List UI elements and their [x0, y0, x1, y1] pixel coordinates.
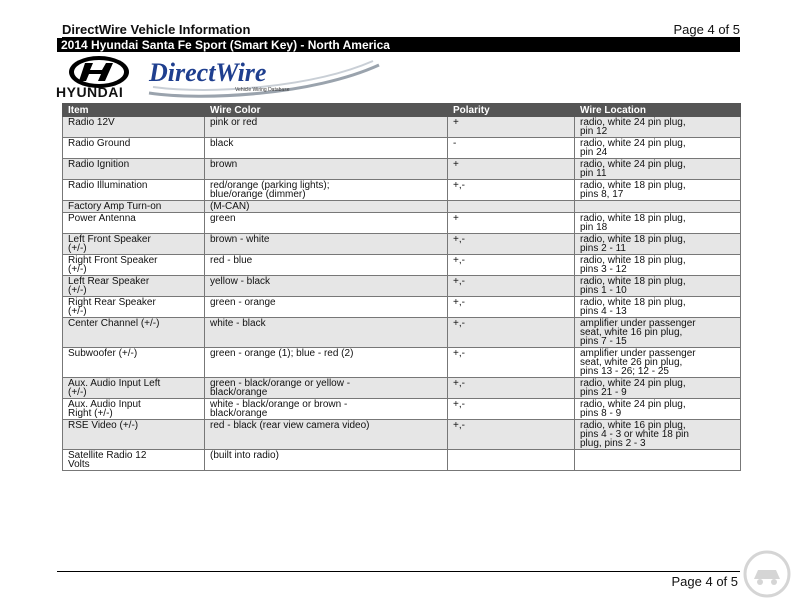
table-row [63, 420, 741, 450]
table-row [63, 318, 741, 348]
item-cell: Radio Ground [63, 138, 205, 159]
table-row [63, 213, 741, 234]
item-cell: Aux. Audio Input Left (+/-) [63, 378, 205, 399]
table-row [63, 180, 741, 201]
dw-logo-subtitle: Vehicle Wiring Database [235, 87, 290, 93]
item-cell: Left Rear Speaker (+/-) [63, 276, 205, 297]
item-cell: Center Channel (+/-) [63, 318, 205, 348]
wire-color-cell: brown - white [205, 234, 448, 255]
item-cell: Power Antenna [63, 213, 205, 234]
wire-location-cell: radio, white 24 pin plug, pin 11 [575, 159, 741, 180]
polarity-cell: +,- [448, 276, 575, 297]
wire-location-cell: radio, white 18 pin plug, pins 8, 17 [575, 180, 741, 201]
polarity-cell: +,- [448, 378, 575, 399]
wire-location-cell: radio, white 18 pin plug, pins 2 - 11 [575, 234, 741, 255]
table-row [63, 138, 741, 159]
polarity-cell: +,- [448, 399, 575, 420]
polarity-cell: +,- [448, 348, 575, 378]
table-row [63, 234, 741, 255]
item-cell: Subwoofer (+/-) [63, 348, 205, 378]
polarity-cell: +,- [448, 297, 575, 318]
polarity-cell: +,- [448, 234, 575, 255]
vehicle-title-bar: 2014 Hyundai Santa Fe Sport (Smart Key) - North America [57, 38, 740, 52]
table-row [63, 297, 741, 318]
polarity-cell: + [448, 117, 575, 138]
wire-color-cell: green - black/orange or yellow - black/orange [205, 378, 448, 399]
table-row [63, 159, 741, 180]
wire-color-cell: brown [205, 159, 448, 180]
wire-color-cell: white - black/orange or brown - black/orange [205, 399, 448, 420]
wire-color-cell: green [205, 213, 448, 234]
table-row [63, 348, 741, 378]
document-title: DirectWire Vehicle Information [62, 22, 251, 37]
polarity-cell: - [448, 138, 575, 159]
footer-page-number: Page 4 of 5 [671, 574, 738, 589]
wire-location-cell: radio, white 24 pin plug, pin 12 [575, 117, 741, 138]
document-header [62, 22, 740, 37]
wire-color-cell: green - orange (1); blue - red (2) [205, 348, 448, 378]
wire-location-cell: radio, white 24 pin plug, pins 8 - 9 [575, 399, 741, 420]
wire-location-cell: radio, white 24 pin plug, pin 24 [575, 138, 741, 159]
wire-color-cell: red - black (rear view camera video) [205, 420, 448, 450]
polarity-cell: +,- [448, 420, 575, 450]
table-row [63, 276, 741, 297]
wiring-table [62, 103, 741, 471]
item-cell: Aux. Audio Input Right (+/-) [63, 399, 205, 420]
wire-color-cell: yellow - black [205, 276, 448, 297]
wire-location-cell: radio, white 18 pin plug, pin 18 [575, 213, 741, 234]
item-cell: RSE Video (+/-) [63, 420, 205, 450]
item-cell: Radio 12V [63, 117, 205, 138]
column-header: Polarity [448, 104, 575, 117]
polarity-cell: +,- [448, 318, 575, 348]
wire-color-cell: (built into radio) [205, 450, 448, 471]
polarity-cell [448, 201, 575, 213]
polarity-cell [448, 450, 575, 471]
item-cell: Satellite Radio 12 Volts [63, 450, 205, 471]
item-cell: Radio Illumination [63, 180, 205, 201]
wire-color-cell: red - blue [205, 255, 448, 276]
wire-color-cell: black [205, 138, 448, 159]
wire-location-cell: radio, white 18 pin plug, pins 1 - 10 [575, 276, 741, 297]
wire-location-cell: radio, white 18 pin plug, pins 3 - 12 [575, 255, 741, 276]
wire-color-cell: white - black [205, 318, 448, 348]
wire-location-cell [575, 450, 741, 471]
column-header: Item [63, 104, 205, 117]
wire-location-cell [575, 201, 741, 213]
table-row [63, 201, 741, 213]
wire-color-cell: red/orange (parking lights); blue/orange (dimmer) [205, 180, 448, 201]
header-page-number: Page 4 of 5 [673, 22, 740, 37]
column-header: Wire Location [575, 104, 741, 117]
table-row [63, 399, 741, 420]
wire-location-cell: radio, white 16 pin plug, pins 4 - 3 or white 18 pin plug, pins 2 - 3 [575, 420, 741, 450]
item-cell: Left Front Speaker (+/-) [63, 234, 205, 255]
dw-logo-text: DirectWire [149, 58, 267, 87]
footer-rule [57, 571, 740, 572]
item-cell: Right Rear Speaker (+/-) [63, 297, 205, 318]
polarity-cell: + [448, 213, 575, 234]
table-row [63, 378, 741, 399]
wire-location-cell: radio, white 24 pin plug, pins 21 - 9 [575, 378, 741, 399]
column-header: Wire Color [205, 104, 448, 117]
wire-location-cell: amplifier under passenger seat, white 26 pin plug, pins 13 - 26; 12 - 25 [575, 348, 741, 378]
wire-location-cell: radio, white 18 pin plug, pins 4 - 13 [575, 297, 741, 318]
polarity-cell: + [448, 159, 575, 180]
directwire-logo-icon [143, 57, 383, 99]
wire-color-cell: (M-CAN) [205, 201, 448, 213]
item-cell: Factory Amp Turn-on [63, 201, 205, 213]
hyundai-wordmark: HYUNDAI [56, 84, 124, 100]
car-watermark-icon [742, 546, 792, 601]
wire-location-cell: amplifier under passenger seat, white 16 pin plug, pins 7 - 15 [575, 318, 741, 348]
polarity-cell: +,- [448, 255, 575, 276]
wire-color-cell: green - orange [205, 297, 448, 318]
item-cell: Radio Ignition [63, 159, 205, 180]
wire-color-cell: pink or red [205, 117, 448, 138]
table-header-row [63, 104, 741, 117]
polarity-cell: +,- [448, 180, 575, 201]
table-row [63, 117, 741, 138]
table-row [63, 450, 741, 471]
table-row [63, 255, 741, 276]
item-cell: Right Front Speaker (+/-) [63, 255, 205, 276]
